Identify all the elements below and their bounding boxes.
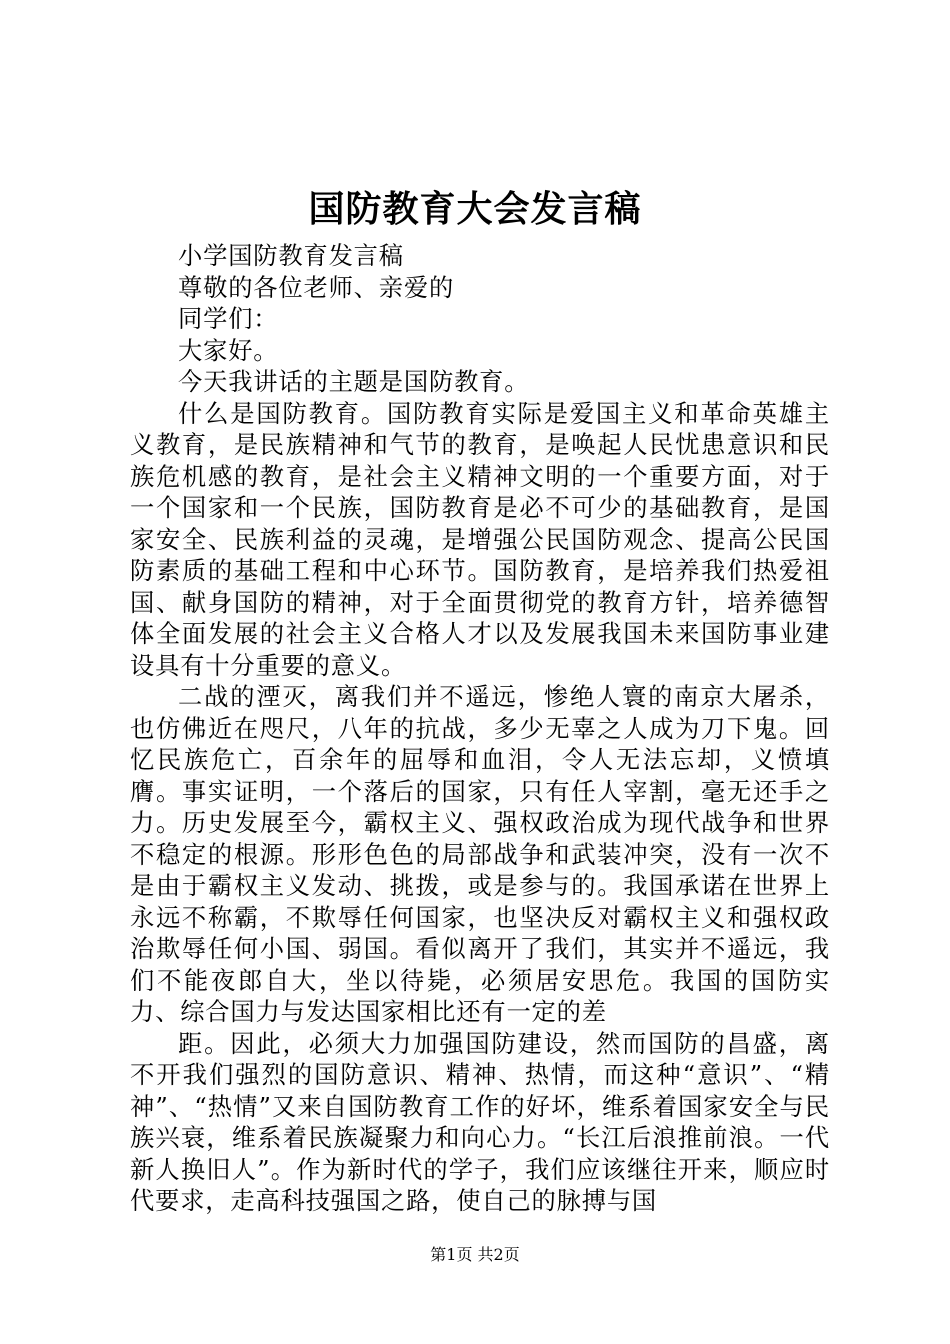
paragraph-conclusion: 距。因此，必须大力加强国防建设，然而国防的昌盛，离不开我们强烈的国防意识、精神、热情，而这种“意识”、“精神”、“热情”又来自国防教育工作的好坏，维系着国家安全与民族兴衰，维系着民族凝聚力和向心力。“长江后浪推前浪。一代新人换旧人”。作为新时代的学子，我们应该继往开来，顺应时代要求，走高科技强国之路，使自己的脉搏与国 (130, 1028, 830, 1215)
paragraph-greeting: 大家好。 (178, 335, 279, 365)
paragraph-salutation-cont: 同学们： (178, 304, 279, 333)
page-footer: 第1页 共2页 (430, 1245, 520, 1264)
paragraph-salutation: 尊敬的各位老师、亲爱的 (178, 272, 455, 302)
paragraph-history: 二战的湮灭，离我们并不遥远，惨绝人寰的南京大屠杀，也仿佛近在咫尺，八年的抗战，多少无辜之人成为刀下鬼。回忆民族危亡，百余年的屈辱和血泪，令人无法忘却，义愤填膺。事实证明，一个落后的国家，只有任人宰割，毫无还手之力。历史发展至今，霸权主义、强权政治成为现代战争和世界不稳定的根源。形形色色的局部战争和武装冲突，没有一次不是由于霸权主义发动、挑拨，或是参与的。我国承诺在世界上永远不称霸，不欺辱任何国家，也坚决反对霸权主义和强权政治欺辱任何小国、弱国。看似离开了我们，其实并不遥远，我们不能夜郎自大，坐以待毙，必须居安思危。我国的国防实力、综合国力与发达国家相比还有一定的差 (130, 682, 830, 1026)
paragraph-definition: 什么是国防教育。国防教育实际是爱国主义和革命英雄主义教育，是民族精神和气节的教育，是唤起人民忧患意识和民族危机感的教育，是社会主义精神文明的一个重要方面，对于一个国家和一个民族，国防教育是必不可少的基础教育，是国家安全、民族利益的灵魂，是增强公民国防观念、提高公民国防素质的基础工程和中心环节。国防教育，是培养我们热爱祖国、献身国防的精神，对于全面贯彻党的教育方针，培养德智体全面发展的社会主义合格人才以及发展我国未来国防事业建设具有十分重要的意义。 (130, 398, 830, 680)
document-title: 国防教育大会发言稿 (308, 188, 642, 230)
paragraph-subtitle: 小学国防教育发言稿 (178, 241, 404, 270)
paragraph-topic: 今天我讲话的主题是国防教育。 (178, 367, 530, 396)
document-body (130, 240, 830, 1217)
